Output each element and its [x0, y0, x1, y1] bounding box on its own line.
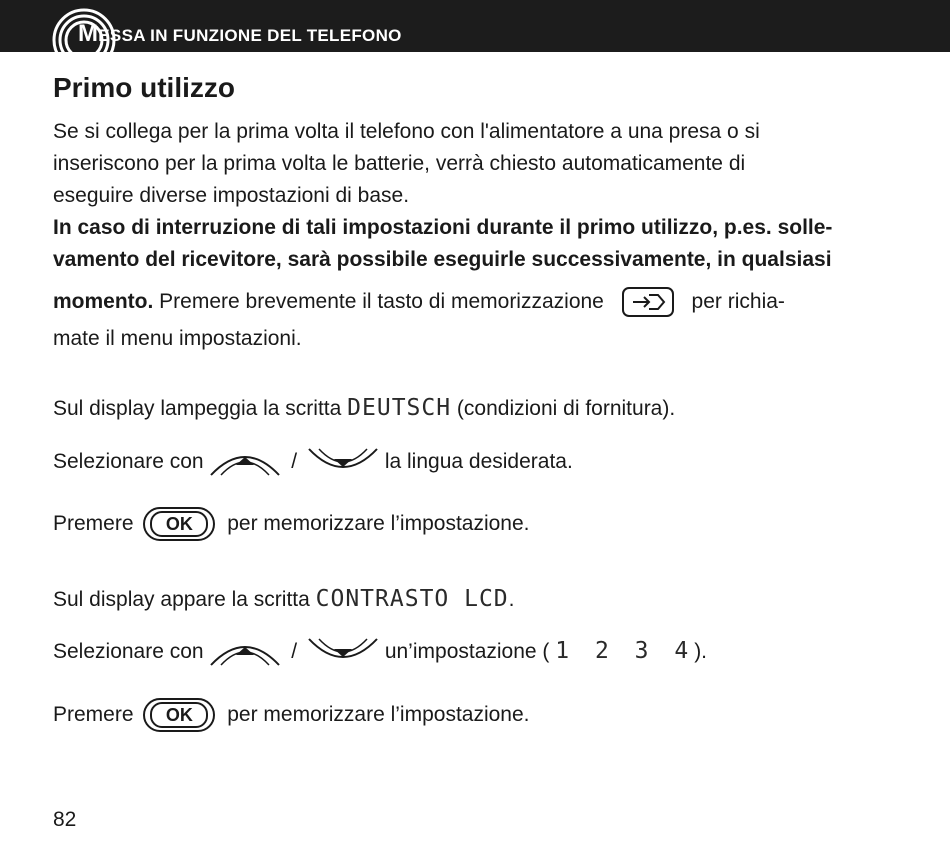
- warning-line-2: vamento del ricevitore, sarà possibile eseguirle successivamente, in qualsiasi: [53, 248, 832, 271]
- ok-button[interactable]: [143, 698, 215, 732]
- intro-paragraph: [53, 116, 913, 276]
- store-arrow-icon: [627, 291, 669, 313]
- nav-up-key-icon[interactable]: [209, 635, 281, 669]
- store-key-instruction: Premere brevemente il tasto di memorizzazione: [153, 290, 604, 313]
- step-press-ok-2: [53, 698, 530, 732]
- ok-button[interactable]: [143, 507, 215, 541]
- step3-suffix: per memorizzare l’impostazione.: [227, 512, 530, 535]
- step2-text: Selezionare con: [53, 450, 204, 473]
- step4-text: Sul display appare la scritta: [53, 588, 316, 611]
- section-title-initial: M: [78, 20, 99, 47]
- step5-suffix: ).: [694, 640, 708, 663]
- nav-down-key-icon[interactable]: [307, 635, 379, 669]
- step1-text: Sul display lampeggia la scritta: [53, 397, 348, 420]
- section-title: [78, 20, 402, 48]
- page-title: Primo utilizzo: [53, 72, 235, 103]
- step5-middle: un’impostazione (: [384, 640, 556, 663]
- warning-line-1: In caso di interruzione di tali impostazioni durante il primo utilizzo, p.es. solle-: [53, 216, 833, 239]
- step4-suffix: .: [508, 588, 515, 611]
- intro-line-3: eseguire diverse impostazioni di base.: [53, 184, 410, 207]
- step-select-language: [53, 445, 573, 479]
- intro-line-2: inseriscono per la prima volta le batterie, verrà chiesto automaticamente di: [53, 152, 746, 175]
- ok-label: OK: [150, 511, 208, 537]
- lcd-contrast-levels: 1 2 3 4: [555, 638, 695, 664]
- slash-separator: /: [291, 450, 298, 473]
- step2-suffix: la lingua desiderata.: [384, 450, 573, 473]
- lcd-deutsch: DEUTSCH: [347, 395, 452, 421]
- store-key-line: [53, 285, 785, 319]
- nav-up-key-icon[interactable]: [209, 445, 281, 479]
- ok-label: OK: [150, 702, 208, 728]
- step-display-language: [53, 391, 675, 425]
- intro-line-1: Se si collega per la prima volta il telefono con l'alimentatore a una presa o si: [53, 120, 760, 143]
- page-number: 82: [53, 808, 77, 831]
- intro-last-line: mate il menu impostazioni.: [53, 327, 302, 350]
- store-key-button[interactable]: [622, 287, 674, 317]
- step3-text: Premere: [53, 512, 134, 535]
- step1-suffix: (condizioni di fornitura).: [451, 397, 676, 420]
- nav-down-key-icon[interactable]: [307, 445, 379, 479]
- step-press-ok-1: [53, 507, 530, 541]
- step6-suffix: per memorizzare l’impostazione.: [227, 703, 530, 726]
- step-select-contrast: [53, 634, 707, 668]
- store-key-suffix: per richia-: [691, 290, 785, 313]
- warning-line-3: momento.: [53, 290, 154, 313]
- step6-text: Premere: [53, 703, 134, 726]
- slash-separator: /: [291, 640, 298, 663]
- step5-text: Selezionare con: [53, 640, 204, 663]
- header-bar: [0, 0, 950, 52]
- lcd-contrasto: CONTRASTO LCD: [315, 586, 509, 612]
- section-title-rest: ESSA IN FUNZIONE DEL TELEFONO: [98, 26, 402, 45]
- step-display-contrast: [53, 582, 515, 616]
